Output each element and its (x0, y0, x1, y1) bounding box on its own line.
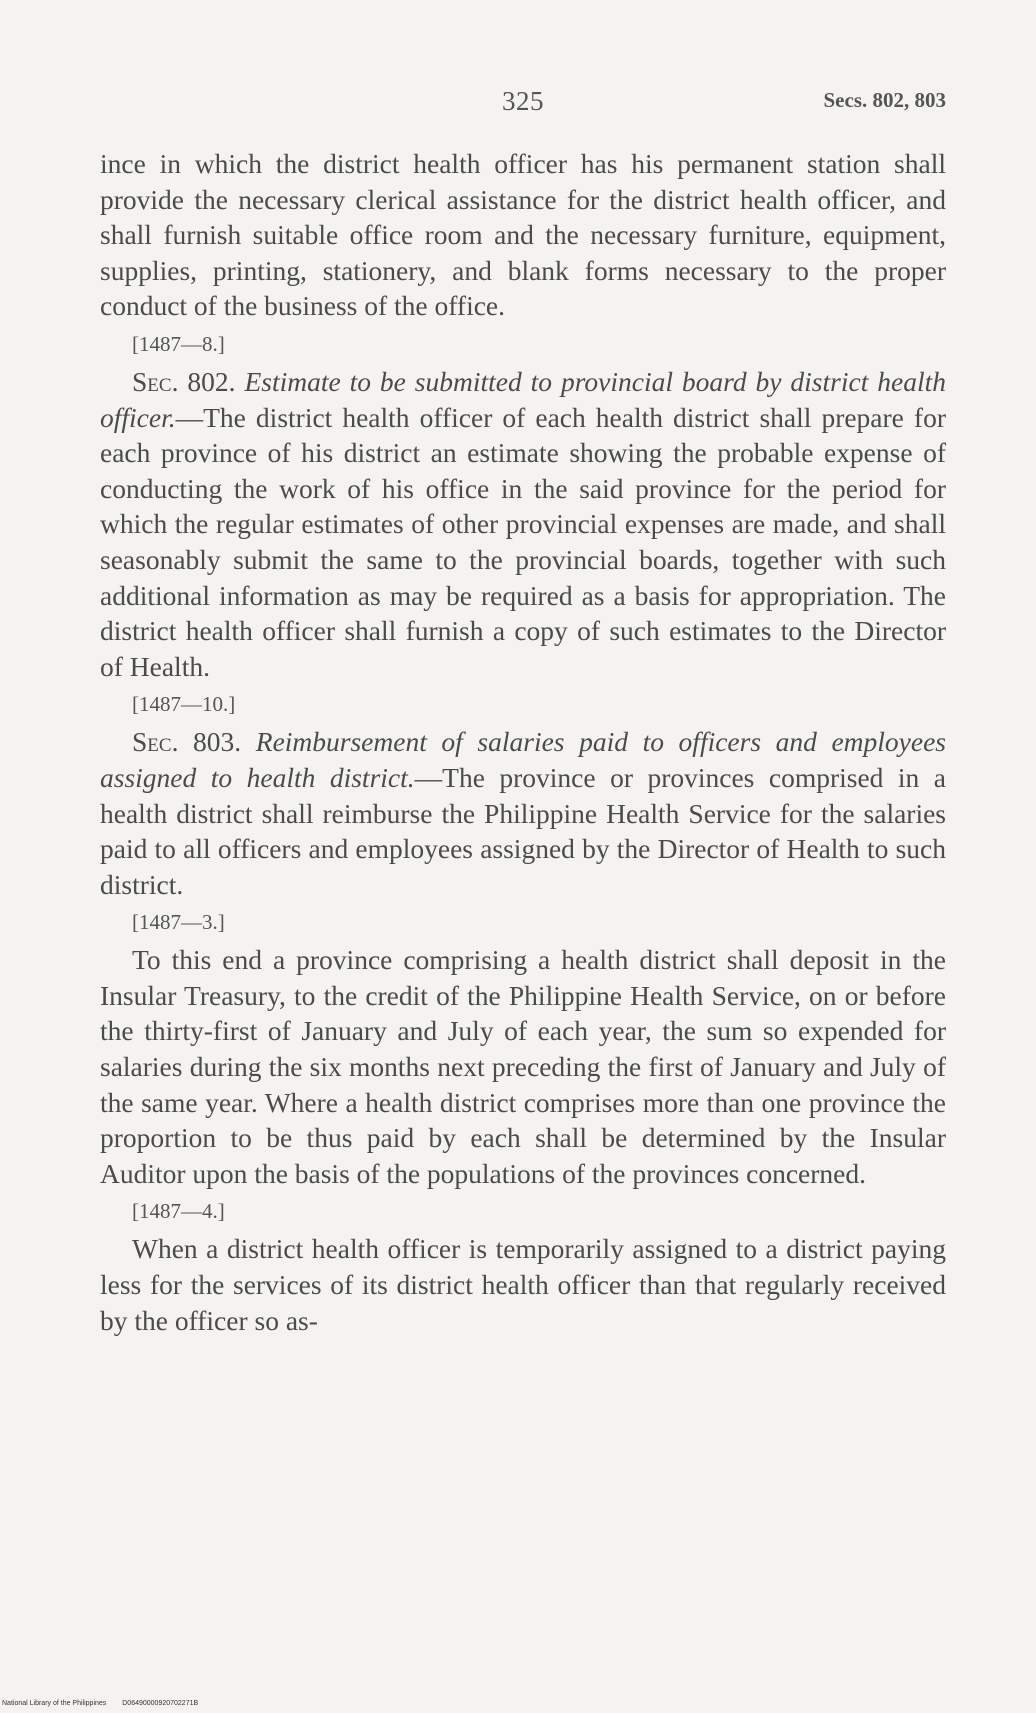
page-number: 325 (502, 86, 544, 116)
paragraph-continuation: ince in which the district health officer has his permanent station shall provide the necessary clerical assistance for the district health officer, and shall furnish suitable office room and the necessary furniture, equipment, supplies, printing, stationery, and blank forms necessary to the proper conduct of the business of the office. (100, 148, 946, 322)
scan-id: D06490000920702271B (122, 1700, 199, 1707)
section-text: —The province or provinces comprised in a health district shall reimburse the Philippine Health Service for the salaries paid to all officers and employees assigned by the Director of Health to such district. (100, 761, 946, 900)
document-body (100, 146, 946, 1338)
citation: [1487—10.] (132, 692, 236, 717)
library-credit: National Library of the Philippines (2, 1700, 107, 1707)
section-title: Reimbursement of salaries paid to officers and employees assigned to health district. (100, 726, 946, 793)
section-802 (100, 364, 946, 684)
paragraph: To this end a province comprising a health district shall deposit in the Insular Treasury, to the credit of the Philippine Health Service, on or before the thirty-first of January and July of each year, the sum so expended for salaries during the six months next preceding the first of January and July of the same year. Where a health district comprises more than one province the proportion to be thus paid by each shall be determined by the Insular Auditor upon the basis of the populations of the provinces concerned. (100, 944, 946, 1189)
paragraph: When a district health officer is temporarily assigned to a district paying less for the services of its district health officer than that regularly received by the officer so as- (100, 1233, 946, 1336)
section-label: Sec. 803. (132, 726, 242, 758)
page-header (100, 86, 946, 126)
scan-footer (2, 1700, 212, 1707)
section-803 (100, 724, 946, 902)
section-title: Estimate to be submitted to provincial board by district health officer. (100, 365, 946, 433)
section-text: —The district health officer of each health district shall prepare for each province of his district an estimate showing the probable expense of conducting the work of his office in the said province for the period for which the regular estimates of other provincial expenses are made, and shall seasonably submit the same to the provincial boards, together with such additional information as may be required as a basis for appropriation. The district health officer shall furnish a copy of such estimates to the Director of Health. (100, 401, 946, 682)
citation: [1487—4.] (132, 1199, 225, 1224)
section-reference: Secs. 802, 803 (823, 88, 946, 112)
citation: [1487—3.] (132, 910, 225, 935)
citation: [1487—8.] (132, 331, 225, 356)
section-label: Sec. 802. (132, 365, 236, 397)
